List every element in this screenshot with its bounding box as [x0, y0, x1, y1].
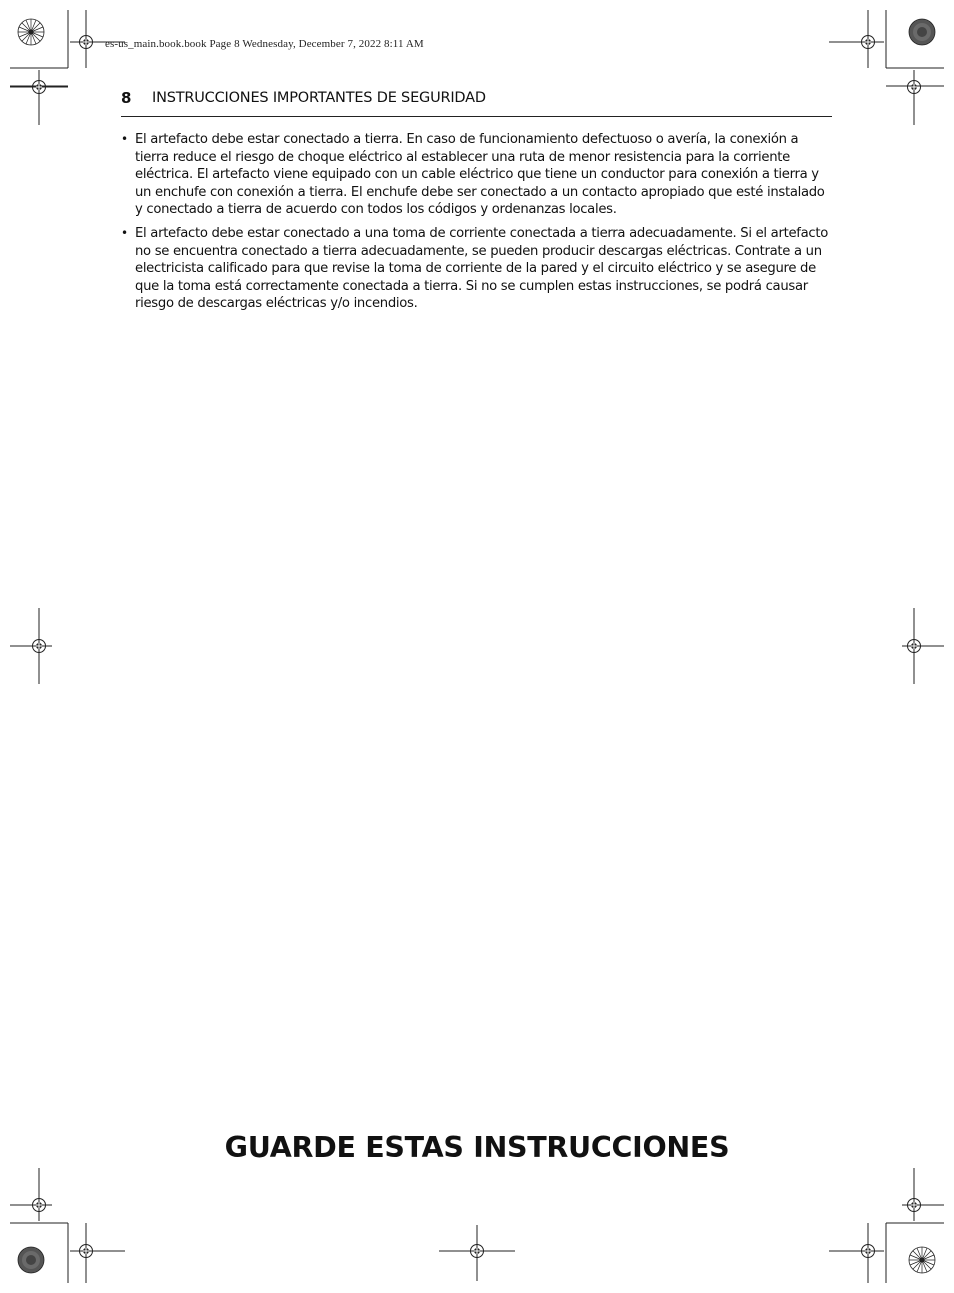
registration-mark-top-right-a: [829, 36, 884, 49]
color-target-icon: [18, 19, 44, 45]
list-item: [121, 225, 833, 313]
crop-mark-top-left: [10, 10, 86, 86]
running-header: [121, 89, 832, 117]
list-item: [121, 131, 833, 219]
registration-mark-bottom-left-a: [10, 1168, 52, 1221]
bullet-icon: •: [121, 225, 128, 240]
registration-mark-bottom-right-a: [902, 1168, 944, 1221]
registration-mark-bottom-right-b: [829, 1245, 884, 1258]
section-title: INSTRUCCIONES IMPORTANTES DE SEGURIDAD: [152, 90, 486, 106]
color-target-icon: [909, 1247, 935, 1273]
list-item-text: El artefacto debe estar conectado a tierra. En caso de funcionamiento defectuoso o avería, la conexión a tierra reduce el riesgo de choque eléctrico al establecer una ruta de menor resistencia para la corriente eléctrica. El artefacto viene equipado con un cable eléctrico que tiene un conductor para conexión a tierra y un enchufe con conexión a tierra. El enchufe debe ser conectado a un contacto apropiado que esté instalado y conectado a tierra de acuerdo con todos los códigos y ordenanzas locales.: [135, 132, 825, 218]
crop-mark-bottom-left: [10, 1223, 86, 1283]
safety-bullet-list: [121, 131, 833, 319]
registration-mark-bottom-left-b: [70, 1245, 125, 1258]
crop-mark-top-right: [868, 10, 944, 86]
registration-mark-middle-left: [10, 608, 52, 684]
gray-target-icon: [909, 19, 935, 45]
save-instructions-title: GUARDE ESTAS INSTRUCCIONES: [224, 1131, 730, 1164]
gray-target-icon: [18, 1247, 44, 1273]
registration-mark-middle-right: [902, 608, 944, 684]
registration-mark-top-right-b: [908, 70, 921, 125]
print-slug: es-us_main.book.book Page 8 Wednesday, December 7, 2022 8:11 AM: [105, 38, 424, 50]
page-number: 8: [121, 89, 132, 107]
crop-mark-bottom-right: [868, 1223, 944, 1283]
bullet-icon: •: [121, 132, 128, 146]
list-item-text: El artefacto debe estar conectado a una toma de corriente conectada a tierra adecuadamente. Si el artefacto no se encuentra conectado a tierra adecuadamente, se pueden producir descargas eléctricas. Contrate a un electricista calificado para que revise la toma de corriente de la pared y el circuito eléctrico y se asegure de que la toma está correctamente conectada a tierra. Si no se cumplen estas instrucciones, se podrá causar riesgo de descargas eléctricas y/o incendios.: [135, 225, 828, 312]
registration-mark-top-left-b: [10, 70, 68, 125]
registration-mark-bottom-center: [439, 1225, 515, 1281]
